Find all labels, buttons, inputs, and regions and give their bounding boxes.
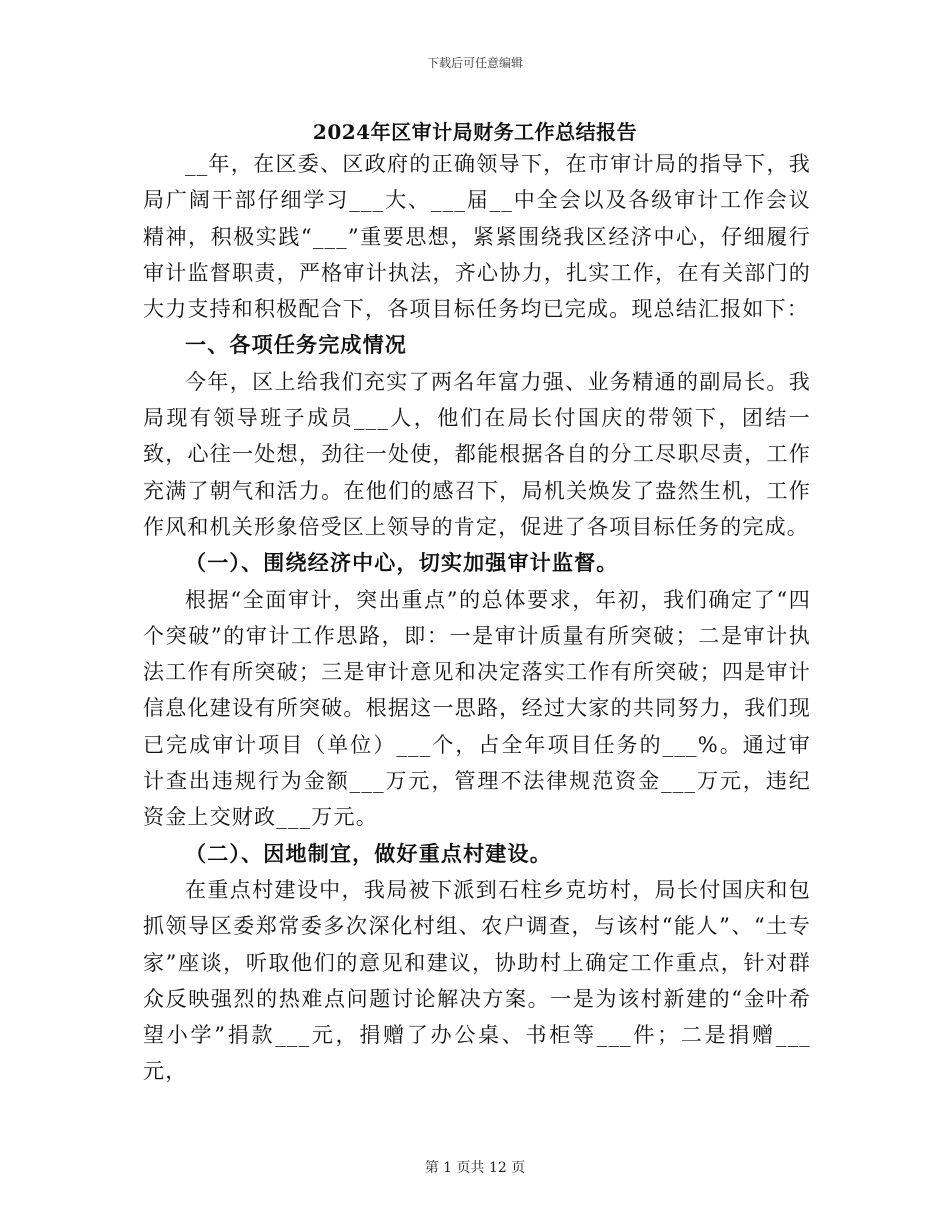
header-note: 下载后可任意编辑 (426, 56, 523, 70)
subsection-heading-1: （一）、围绕经济中心，切实加强审计监督。 (185, 550, 619, 576)
subsection-heading-2: （二）、因地制宜，做好重点村建设。 (185, 840, 552, 866)
paragraph-audit: 根据“全面审计，突出重点”的总体要求，年初，我们确定了“四个突破”的审计工作思路，即：一是审计质量有所突破；二是审计执法工作有所突破；三是审计意见和决定落实工作有所突破；四是审计信息化建设有所突破。根据这一思路，经过大家的共同努力，我们现已完成审计项目（单位）___个，占全年项目任务的___%。通过审计查出违规行为金额___万元，管理不法律规范资金___万元，违纪资金上交财政___万元。 (143, 587, 811, 830)
paragraph-intro: __年，在区委、区政府的正确领导下，在市审计局的指导下，我局广阔干部仔细学习___大、___届__中全会以及各级审计工作会议精神，积极实践“___”重要思想，紧紧围绕我区经济中心，仔细履行审计监督职责，严格审计执法，齐心协力，扎实工作，在有关部门的大力支持和积极配合下，各项目标任务均已完成。现总结汇报如下： (143, 152, 811, 322)
page-footer: 第 1 页共 12 页 (424, 1160, 526, 1176)
section-heading-1: 一、各项任务完成情况 (185, 332, 407, 358)
document-title: 2024年区审计局财务工作总结报告 (312, 120, 638, 144)
paragraph-village: 在重点村建设中，我局被下派到石柱乡克坊村，局长付国庆和包抓领导区委郑常委多次深化村组、农户调查，与该村“能人”、“土专家”座谈，听取他们的意见和建议，协助村上确定工作重点，针对群众反映强烈的热难点问题讨论解决方案。一是为该村新建的“金叶希望小学”捐款___元，捐赠了办公桌、书柜等___件；二是捐赠___元， (143, 877, 811, 1084)
document-body (143, 146, 811, 1090)
paragraph-leadership: 今年，区上给我们充实了两名年富力强、业务精通的副局长。我局现有领导班子成员___人，他们在局长付国庆的带领下，团结一致，心往一处想，劲往一处使，都能根据各自的分工尽职尽责，工作充满了朝气和活力。在他们的感召下，局机关焕发了盎然生机，工作作风和机关形象倍受区上领导的肯定，促进了各项目标任务的完成。 (143, 369, 811, 539)
